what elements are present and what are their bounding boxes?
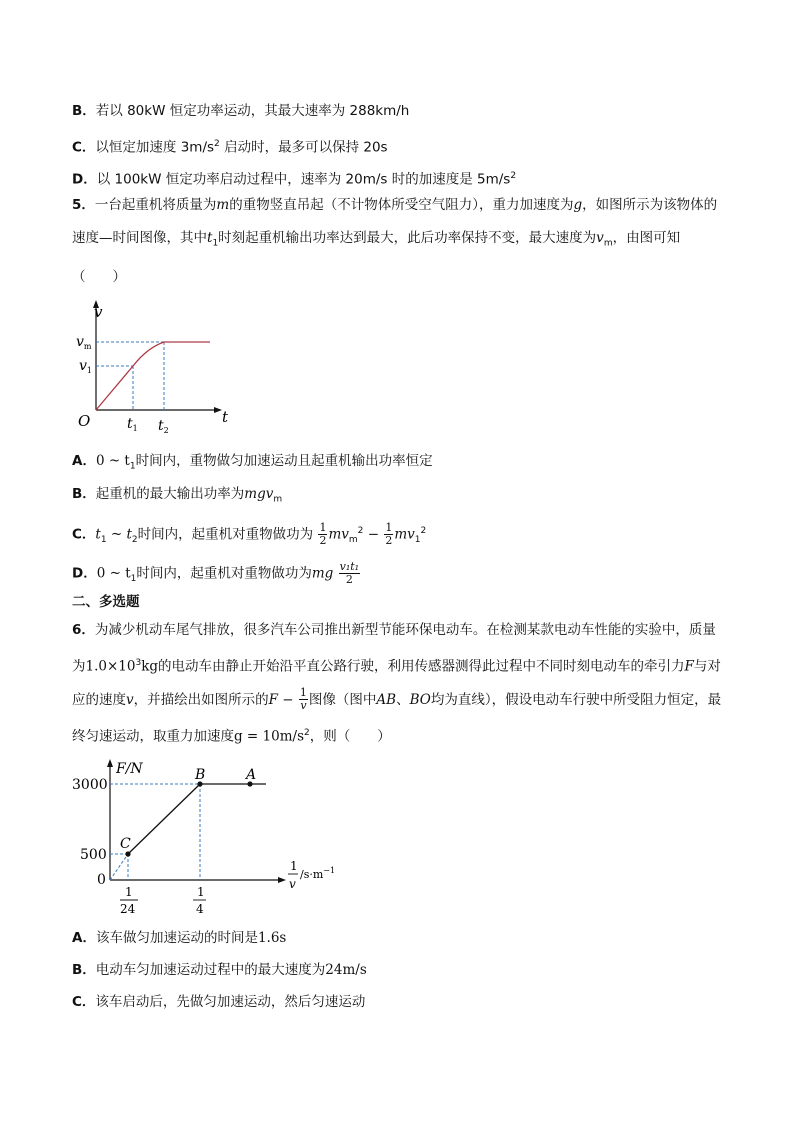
q5-option-b: B．起重机的最大输出功率为mgv$_m$	[72, 486, 283, 505]
q6-label-a: A	[246, 767, 257, 783]
q5-c-frac-1: $\frac{1}{2}$	[319, 521, 327, 547]
q5-option-a: A．0 ~ $t_1$时间内，重物做匀加速运动且起重机输出功率恒定	[72, 453, 433, 472]
q6-label-c: C	[120, 836, 131, 852]
q6-tick-zero: 0	[97, 872, 106, 888]
q5-velocity-time-graph	[72, 298, 262, 438]
q5-velocity-curve	[96, 342, 210, 410]
q5-t1-label: $t_1$	[127, 416, 138, 433]
q4-option-d: D．以 100kW 恒定功率启动过程中，速率为 20m/s 时的加速度是 $5m/s^2$	[72, 171, 517, 188]
q6-force-graph	[72, 756, 362, 918]
q5-y-label: v	[94, 303, 103, 321]
q5-origin-label: O	[78, 412, 91, 430]
q6-tick-1-24-den: 24	[120, 902, 136, 916]
q5-v1-label: $v_1$	[79, 358, 93, 375]
q5-option-d: D．0 ~ $t_1$时间内，起重机对重物做功为mg $\frac{\text{v₁t₁}}{2}$	[72, 560, 360, 586]
q5-c-frac-2: $\frac{1}{2}$	[385, 521, 393, 547]
q4-option-c: C．以恒定加速度 $3m/s^2$ 启动时，最多可以保持 20s	[72, 139, 388, 156]
q5-stem: 5．一台起重机将质量为m的重物竖直吊起（不计物体所受空气阻力），重力加速度为g，如图所示为该物体的速度—时间图像，其中$t_1$时刻起重机输出功率达到最大，此后功率保持不变，最大速度为$v_m$，由图可知（ ）	[72, 197, 718, 285]
q6-tick-1-4-den: 4	[196, 902, 204, 916]
q6-y-arrow-icon	[107, 759, 113, 767]
q6-inline-frac: $\frac{1}{v}$	[299, 686, 307, 712]
q6-cb-line	[128, 784, 200, 854]
q6-x-arrow-icon	[278, 877, 286, 883]
q6-tick-1-4-num: 1	[197, 885, 205, 899]
q6-tick-3000: 3000	[72, 777, 108, 793]
q6-option-b: B．电动车匀加速运动过程中的最大速度为24m/s	[72, 962, 367, 978]
q6-label-b: B	[195, 767, 206, 783]
q6-tick-500: 500	[80, 847, 107, 863]
q6-y-label: F/N	[116, 761, 143, 777]
q6-point-c	[125, 851, 130, 856]
q6-oc-dashed-line	[110, 854, 128, 880]
q4-option-b: B．若以 80kW 恒定功率运动，其最大速率为 288km/h	[72, 103, 410, 119]
section-title: 二、多选题	[72, 594, 140, 610]
q6-stem: 6．为减少机动车尾气排放，很多汽车公司推出新型节能环保电动车。在检测某款电动车性能的实验中，质量为$1.0\times 10^3kg$的电动车由静止开始沿平直公路行驶，利用传感器测得此过程中不同时刻电动车的牵引力F与对应的速度v，并描绘出如图所示的F − $\frac{1}{v}$ 图像（图中AB、BO均为直线），假设电动车行驶中所受阻力恒定，最终匀速运动，取重力加速度$g = 10m/s^2$，则（ ）	[72, 622, 722, 744]
q6-x-label-num: 1	[290, 859, 298, 873]
q5-d-frac: $\frac{\text{v₁t₁}}{2}$	[339, 560, 360, 586]
q6-x-label-unit: $/s\cdot m^{-1}$	[300, 866, 336, 881]
q6-tick-1-24-num: 1	[125, 885, 133, 899]
q5-t2-label: $t_2$	[158, 418, 169, 435]
q5-x-arrow-icon	[214, 407, 222, 413]
q6-x-label-den: v	[289, 877, 296, 891]
q6-option-a: A．该车做匀加速运动的时间是1.6s	[72, 930, 287, 946]
q5-option-c: C．$t_1$ ~ $t_2$时间内，起重机对重物做功为 $\frac{1}{2}$ $mv_m^2$ − $\frac{1}{2}$ $mv_1^2$	[72, 521, 427, 547]
q5-x-label: t	[222, 408, 229, 426]
q5-vm-label: $v_m$	[76, 334, 92, 351]
q6-option-c: C．该车启动后，先做匀加速运动，然后匀速运动	[72, 994, 366, 1010]
